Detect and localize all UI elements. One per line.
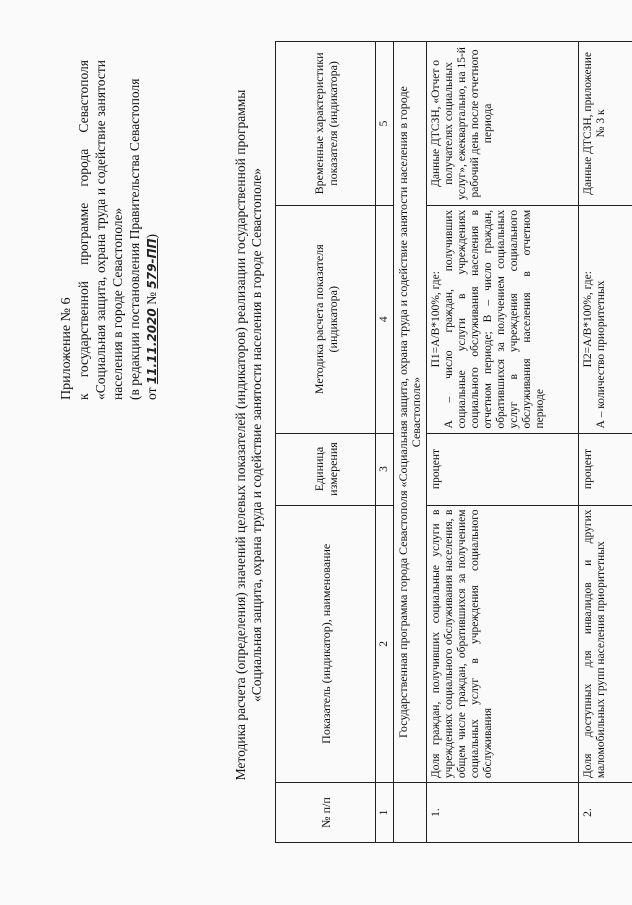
column-number-row	[376, 42, 394, 843]
appendix-revision: (в редакции постановления Правительства Севастополя	[127, 78, 142, 400]
row-method-text: А – количество приоритетных	[595, 280, 607, 429]
row-unit: процент	[579, 433, 632, 505]
header-unit: Единица измерения	[276, 433, 376, 505]
document-heading	[233, 35, 265, 835]
appendix-block	[58, 60, 161, 400]
col-number: 3	[376, 433, 394, 505]
row-method-text: А – число граждан, получивших социальные услуги в учреждениях социального обслуживания населения в отчетном периоде; В – число граждан, обратившихся за получением социальных услуг в учреждения социального обслуживания населения в отчетном периоде	[443, 209, 546, 429]
appendix-title: Приложение № 6	[59, 297, 74, 400]
header-name: Показатель (индикатор), наименование	[276, 505, 376, 783]
appendix-date-line	[143, 60, 161, 400]
row-formula: П1=А/В*100%, где:	[430, 271, 442, 368]
col-number: 5	[376, 42, 394, 206]
program-row-text: Государственная программа города Севастополя «Социальная защита, охрана труда и содействие занятости населения в городе Севастополе»	[394, 42, 427, 783]
row-num: 2.	[579, 783, 632, 843]
program-row	[394, 42, 427, 843]
handwritten-date: 11.11.2020	[145, 308, 159, 385]
header-method: Методика расчета показателя (индикатора)	[276, 205, 376, 433]
col-number: 1	[376, 783, 394, 843]
row-formula: П2=А/В*100%, где:	[582, 271, 594, 368]
program-row-empty	[394, 783, 427, 843]
row-name: Доля граждан, получивших социальные услуги в учреждениях социального обслуживания населения, в общем числе граждан, обратившихся за получением социальных услуг в учреждения социального обслуживания	[427, 505, 579, 783]
row-name: Доля доступных для инвалидов и других маломобильных групп населения приоритетных	[579, 505, 632, 783]
row-method	[579, 205, 632, 433]
col-number: 2	[376, 505, 394, 783]
col-number: 4	[376, 205, 394, 433]
row-time: Данные ДТСЗН, «Отчет о получателях социальных услуг», ежеквартально, на 15-й рабочий день после отчетного периода	[427, 42, 579, 206]
heading-line-2: «Социальная защита, охрана труда и содействие занятости населения в городе Севастополе»	[249, 168, 264, 702]
row-method	[427, 205, 579, 433]
table-header-row	[276, 42, 376, 843]
header-time: Временные характеристики показателя (индикатора)	[276, 42, 376, 206]
row-time: Данные ДТСЗН, приложение № 3 к	[579, 42, 632, 206]
date-prefix: от	[144, 387, 159, 400]
row-num: 1.	[427, 783, 579, 843]
row-unit: процент	[427, 433, 579, 505]
number-prefix: №	[144, 291, 159, 305]
table-row	[579, 42, 632, 843]
appendix-text: к государственной программе города Севастополя «Социальная защита, охрана труда и содействие занятости населения в городе Севастополе»	[76, 60, 125, 400]
table-row	[427, 42, 579, 843]
indicators-table	[275, 41, 632, 843]
close-paren: )	[144, 233, 159, 239]
heading-line-1: Методика расчета (определения) значений целевых показателей (индикаторов) реализации государственной программы	[233, 89, 248, 781]
handwritten-number: 579-ПП	[145, 238, 159, 289]
header-num: № п/п	[276, 783, 376, 843]
